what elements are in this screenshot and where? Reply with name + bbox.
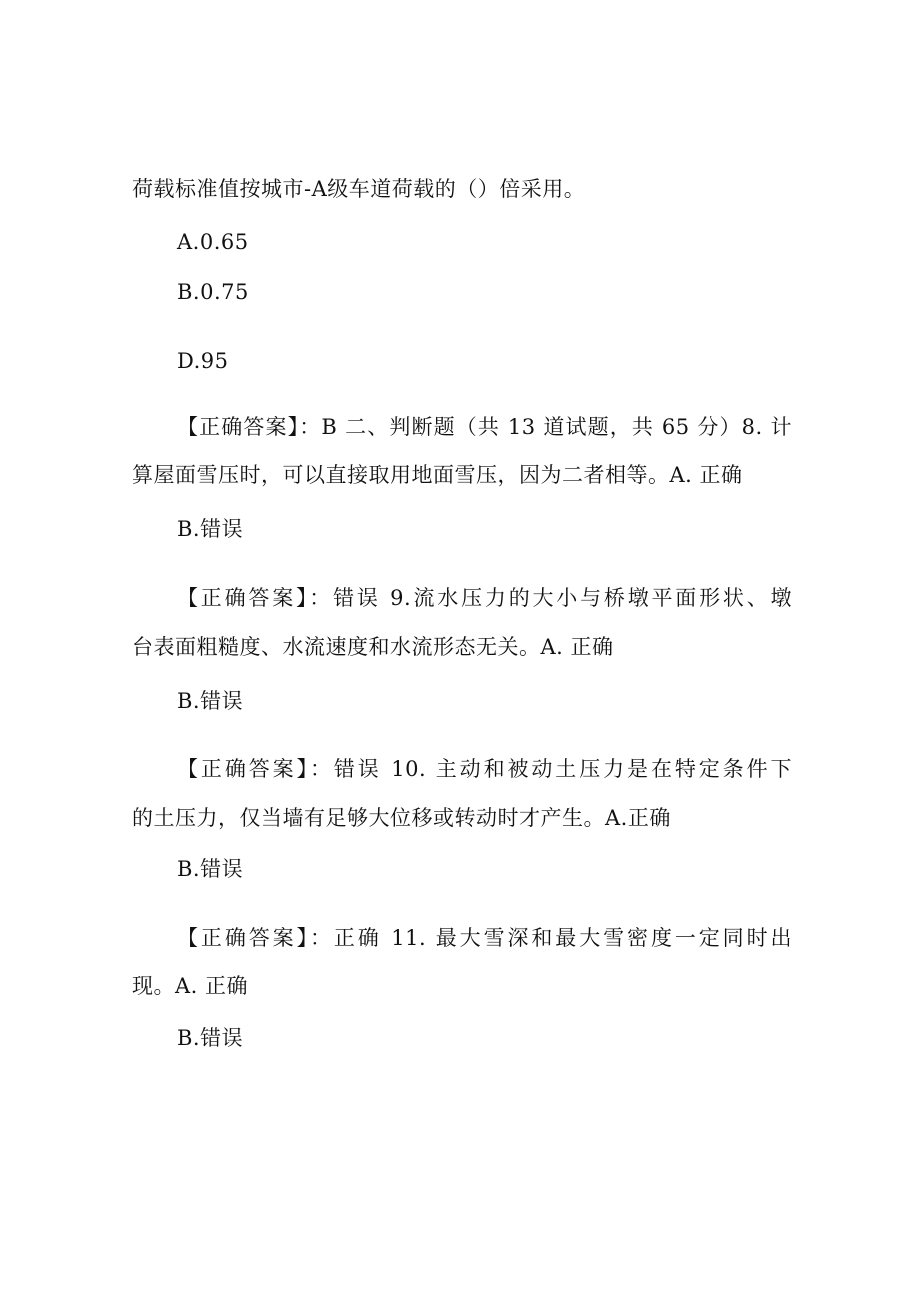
question-11-continued: 现。A. 正确 [132, 974, 249, 998]
answer-9-and-question-10: 【正确答案】：错误 10. 主动和被动土压力是在特定条件下 [177, 757, 792, 781]
question-8-option-b: B.错误 [177, 517, 244, 541]
question-9-continued: 台表面粗糙度、水流速度和水流形态无关。A. 正确 [132, 635, 614, 659]
question-7-stem-tail: 荷载标准值按城市-A级车道荷载的（）倍采用。 [132, 177, 586, 201]
option-a: A.0.65 [177, 230, 249, 254]
answer-7-and-question-8: 【正确答案】：B 二、判断题（共 13 道试题，共 65 分）8. 计 [177, 415, 792, 439]
answer-10-and-question-11: 【正确答案】：正确 11. 最大雪深和最大雪密度一定同时出 [177, 926, 792, 950]
option-b: B.0.75 [177, 280, 249, 304]
question-10-continued: 的土压力，仅当墙有足够大位移或转动时才产生。A.正确 [132, 806, 671, 830]
question-8-continued: 算屋面雪压时，可以直接取用地面雪压，因为二者相等。A. 正确 [132, 463, 743, 487]
question-9-option-b: B.错误 [177, 689, 244, 713]
question-10-option-b: B.错误 [177, 857, 244, 881]
answer-8-and-question-9: 【正确答案】：错误 9.流水压力的大小与桥墩平面形状、墩 [177, 586, 792, 610]
question-11-option-b: B.错误 [177, 1026, 244, 1050]
option-d: D.95 [177, 349, 229, 373]
